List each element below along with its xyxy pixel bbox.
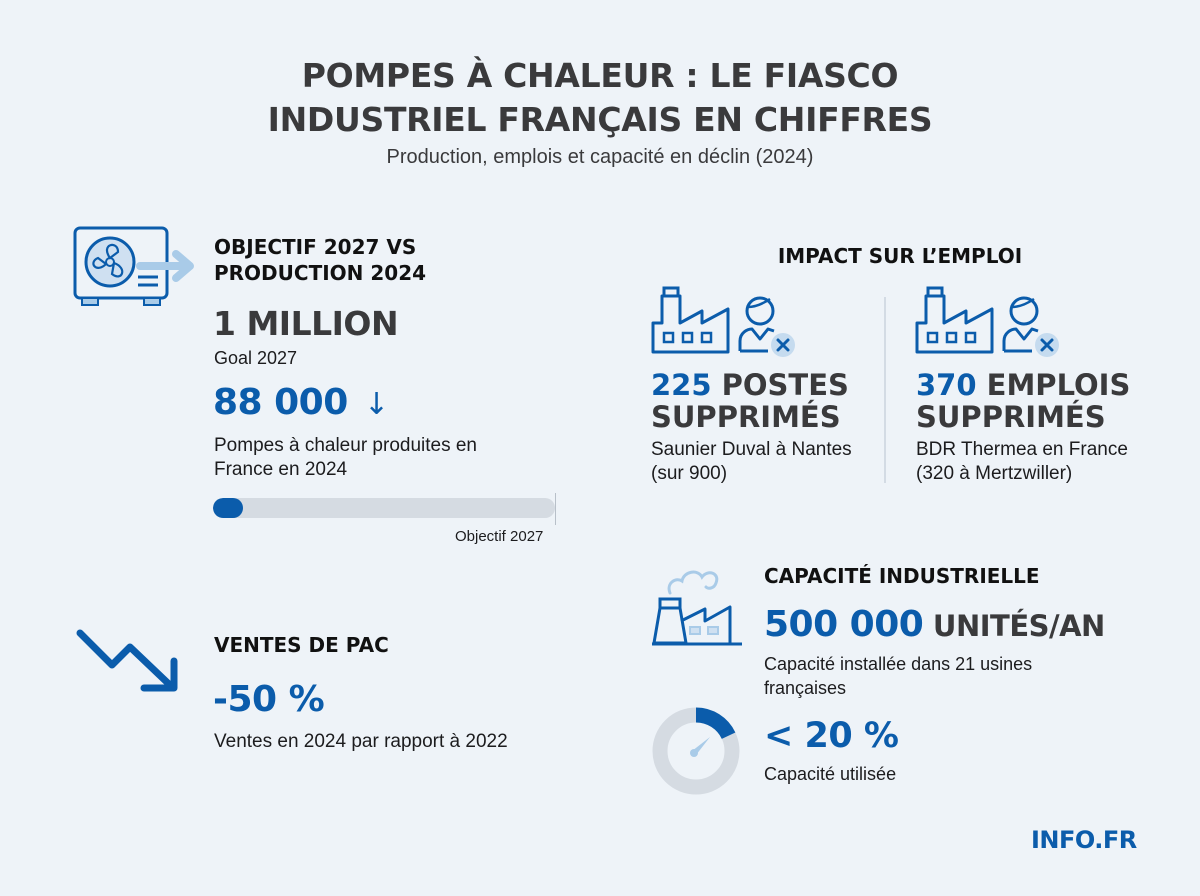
factory-job-loss-icon (914, 283, 1069, 358)
objectif-heading (214, 234, 426, 286)
factory-job-loss-icon (650, 283, 805, 358)
emploi-item-1-number: 225 (651, 368, 712, 402)
emploi-item-2-desc-line-1: BDR Thermea en France (916, 439, 1128, 460)
arrow-down-icon: ↓ (363, 387, 389, 422)
objectif-heading-line-2: PRODUCTION 2024 (214, 261, 427, 285)
emploi-item-2-headline (916, 369, 1130, 433)
goal-label: Goal 2027 (214, 348, 298, 368)
progress-goal-label: Objectif 2027 (455, 528, 544, 545)
emploi-heading: IMPACT SUR L’EMPLOI (777, 244, 1023, 268)
emploi-item-2-number: 370 (916, 368, 977, 402)
capacite-label-line-2: françaises (764, 678, 847, 698)
emploi-item-1-headline (651, 369, 849, 433)
emploi-item-2-desc-line-2: (320 à Mertzwiller) (916, 463, 1073, 484)
trend-down-icon (72, 625, 182, 695)
ventes-heading: VENTES DE PAC (214, 633, 389, 657)
title-line-1: POMPES À CHALEUR : LE FIASCO (301, 56, 899, 95)
emploi-item-1-unit-line-2: SUPPRIMÉS (651, 400, 841, 434)
emploi-item-1-desc-line-1: Saunier Duval à Nantes (651, 439, 852, 460)
emploi-item-1-desc (651, 438, 852, 486)
emploi-item-2-desc (916, 438, 1128, 486)
production-label-line-2: France en 2024 (214, 459, 348, 480)
goal-value: 1 MILLION (213, 304, 399, 343)
objectif-heading-line-1: OBJECTIF 2027 VS (214, 235, 417, 259)
emploi-item-1-desc-line-2: (sur 900) (651, 463, 728, 484)
factory-smoke-icon (650, 555, 750, 650)
ventes-value: -50 % (213, 679, 325, 720)
capacite-unit: UNITÉS/AN (923, 609, 1105, 643)
capacite-value-row (764, 604, 1105, 645)
capacite-heading: CAPACITÉ INDUSTRIELLE (764, 564, 1040, 588)
production-value-row (213, 382, 388, 423)
capacity-gauge-icon (650, 705, 742, 797)
production-value: 88 000 (213, 382, 348, 423)
capacite-value: 500 000 (764, 604, 924, 645)
production-progress-bar (213, 498, 555, 518)
emploi-item-2-unit-line-2: SUPPRIMÉS (916, 400, 1106, 434)
heat-pump-icon (70, 222, 200, 314)
usage-label: Capacité utilisée (764, 764, 897, 784)
ventes-label: Ventes en 2024 par rapport à 2022 (214, 731, 508, 752)
capacite-label-line-1: Capacité installée dans 21 usines (764, 654, 1033, 674)
progress-fill (213, 498, 243, 518)
production-label (214, 434, 477, 482)
production-label-line-1: Pompes à chaleur produites en (214, 435, 477, 456)
page-title (0, 54, 1200, 142)
emploi-divider (884, 297, 886, 483)
brand-logo: INFO.FR (1031, 826, 1137, 854)
capacite-label (764, 652, 1032, 700)
usage-value: < 20 % (764, 716, 899, 756)
title-line-2: INDUSTRIEL FRANÇAIS EN CHIFFRES (267, 100, 933, 139)
emploi-item-2-unit-line-1: EMPLOIS (976, 368, 1131, 402)
emploi-item-1-unit-line-1: POSTES (711, 368, 849, 402)
page-subtitle: Production, emplois et capacité en déclin (2024) (386, 146, 814, 168)
goal-marker (555, 493, 556, 525)
